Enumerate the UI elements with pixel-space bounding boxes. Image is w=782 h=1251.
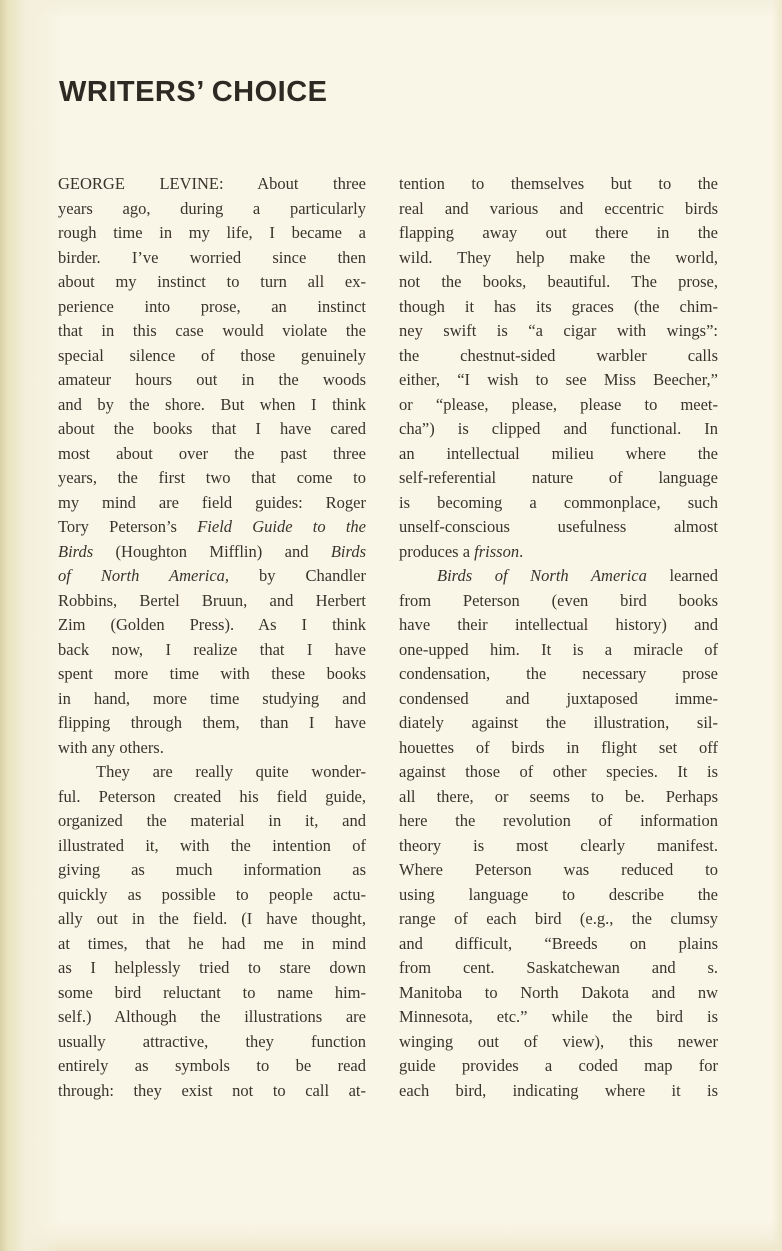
text-line: special silence of those genuinely <box>58 345 366 365</box>
text-line: from Peterson (even bird books <box>399 590 718 610</box>
text-line: most about over the past three <box>58 443 366 463</box>
text-line: tention to themselves but to the <box>399 174 718 193</box>
text-line: ful. Peterson created his field guide, <box>58 786 366 806</box>
text-line: using language to describe the <box>399 884 718 904</box>
text-line: have their intellectual history) and <box>399 615 718 634</box>
text-line: guide provides a coded map for <box>399 1056 718 1075</box>
text-line: Robbins, Bertel Bruun, and Herbert <box>58 590 366 610</box>
text-line: years, the first two that come to <box>58 468 366 487</box>
text-line: back now, I realize that I have <box>58 639 366 659</box>
text-line: about my instinct to turn all ex- <box>58 272 366 291</box>
text-line: about the books that I have cared <box>58 419 366 438</box>
text-line: an intellectual milieu where the <box>399 443 718 463</box>
text-column-right <box>399 172 718 1103</box>
text-line: is becoming a commonplace, such <box>399 492 718 512</box>
text-line: spent more time with these books <box>58 664 366 683</box>
text-line: Where Peterson was reduced to <box>399 860 718 879</box>
text-line: Minnesota, etc.” while the bird is <box>399 1007 718 1026</box>
text-line: condensation, the necessary prose <box>399 664 718 683</box>
text-line: GEORGE LEVINE: About three <box>58 174 366 193</box>
text-line: or “please, please, please to meet- <box>399 394 718 414</box>
text-line: each bird, indicating where it is <box>399 1080 718 1100</box>
text-line: giving as much information as <box>58 860 366 879</box>
text-line: as I helplessly tried to stare down <box>58 958 366 977</box>
text-line: theory is most clearly manifest. <box>399 835 718 855</box>
text-line: ney swift is “a cigar with wings”: <box>399 321 718 340</box>
text-line: wild. They help make the world, <box>399 247 718 267</box>
text-line: with any others. <box>58 737 164 757</box>
text-line: all there, or seems to be. Perhaps <box>399 786 718 806</box>
text-line: illustrated it, with the intention of <box>58 835 366 855</box>
text-line: produces a frisson. <box>399 541 524 561</box>
text-line: at times, that he had me in mind <box>58 933 366 953</box>
text-line: not the books, beautiful. The prose, <box>399 272 718 291</box>
text-line: Birds of North America learned <box>437 566 718 585</box>
text-line: range of each bird (e.g., the clumsy <box>399 909 718 928</box>
text-line: quickly as possible to people actu- <box>58 884 366 904</box>
text-line: birder. I’ve worried since then <box>58 247 366 267</box>
text-line: self.) Although the illustrations are <box>58 1007 366 1026</box>
text-line: against those of other species. It is <box>399 762 718 781</box>
text-line: and by the shore. But when I think <box>58 394 366 414</box>
text-line: Manitoba to North Dakota and nw <box>399 982 718 1002</box>
text-line: though it has its graces (the chim- <box>399 296 718 316</box>
text-line: Tory Peterson’s Field Guide to the <box>58 517 366 536</box>
text-line: in hand, more time studying and <box>58 688 366 708</box>
text-line: winging out of view), this newer <box>399 1031 718 1051</box>
text-column-left <box>58 172 366 1103</box>
text-line: the chestnut-sided warbler calls <box>399 345 718 365</box>
text-line: condensed and juxtaposed imme- <box>399 688 718 708</box>
text-line: through: they exist not to call at- <box>58 1080 366 1100</box>
text-line: that in this case would violate the <box>58 321 366 340</box>
text-line: organized the material in it, and <box>58 811 366 830</box>
text-line: self-referential nature of language <box>399 468 718 487</box>
text-line: They are really quite wonder- <box>96 762 366 781</box>
text-line: entirely as symbols to be read <box>58 1056 366 1075</box>
text-line: from cent. Saskatchewan and s. <box>399 958 718 977</box>
text-line: perience into prose, an instinct <box>58 296 366 316</box>
text-line: Zim (Golden Press). As I think <box>58 615 366 634</box>
text-line: flapping away out there in the <box>399 223 718 242</box>
text-line: rough time in my life, I became a <box>58 223 366 242</box>
text-line: one-upped him. It is a miracle of <box>399 639 718 659</box>
text-line: usually attractive, they function <box>58 1031 366 1051</box>
text-line: cha”) is clipped and functional. In <box>399 419 718 438</box>
text-line: Birds (Houghton Mifflin) and Birds <box>58 541 366 561</box>
text-line: of North America, by Chandler <box>58 566 366 585</box>
text-line: flipping through them, than I have <box>58 713 366 732</box>
text-line: and difficult, “Breeds on plains <box>399 933 718 953</box>
text-line: years ago, during a particularly <box>58 198 366 218</box>
text-line: unself-conscious usefulness almost <box>399 517 718 536</box>
text-line: amateur hours out in the woods <box>58 370 366 389</box>
text-line: my mind are field guides: Roger <box>58 492 366 512</box>
text-line: ally out in the field. (I have thought, <box>58 909 366 928</box>
page-title: WRITERS’ CHOICE <box>59 76 328 108</box>
text-line: either, “I wish to see Miss Beecher,” <box>399 370 718 389</box>
text-line: here the revolution of information <box>399 811 718 830</box>
text-line: houettes of birds in flight set off <box>399 737 718 757</box>
text-line: real and various and eccentric birds <box>399 198 718 218</box>
text-line: some bird reluctant to name him- <box>58 982 366 1002</box>
text-line: diately against the illustration, sil- <box>399 713 718 732</box>
